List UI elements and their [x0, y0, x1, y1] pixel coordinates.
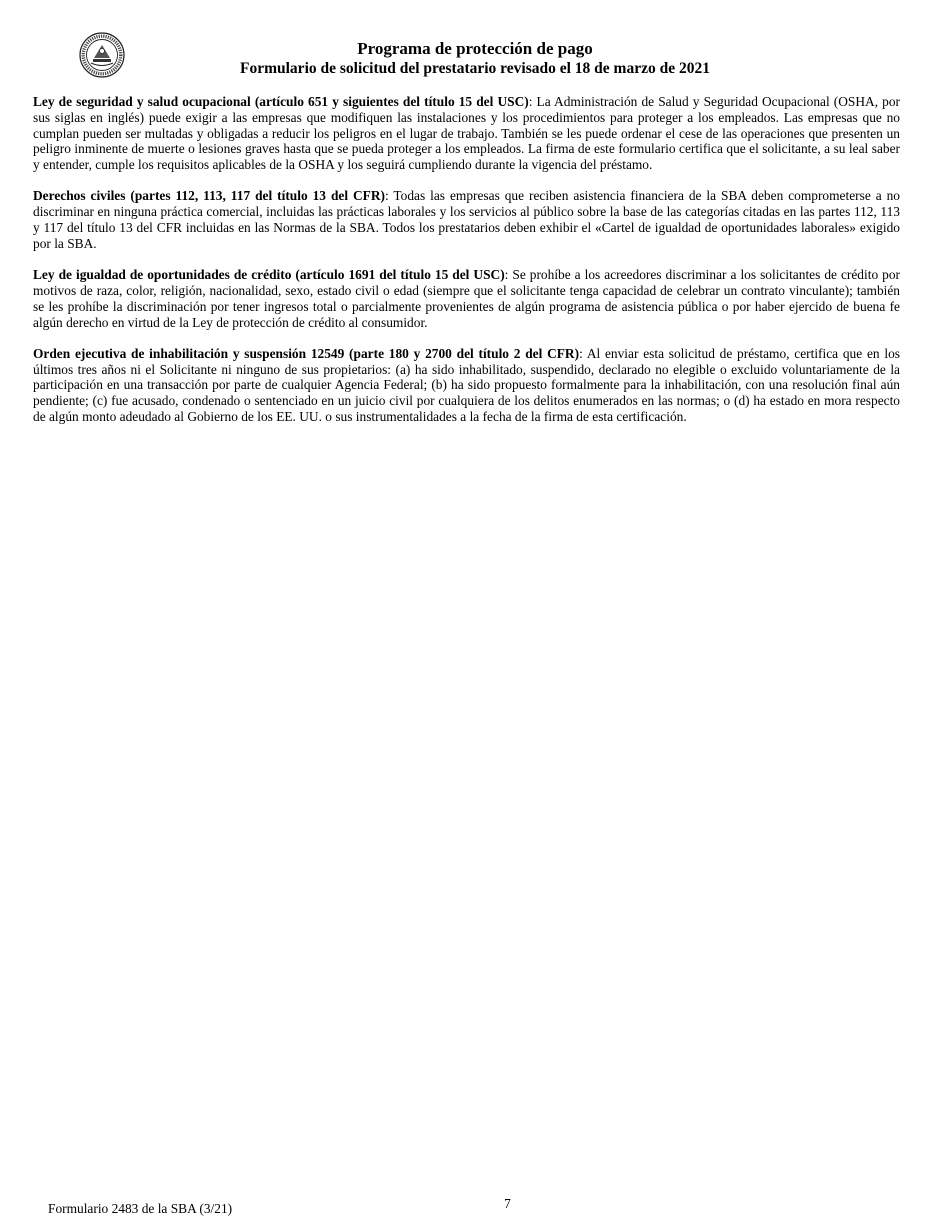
section-text: : Al enviar esta solicitud de préstamo, certifica que en los últimos tres años ni el Solicitante ni ninguno de sus propietarios: (a) ha sido inhabilitado, suspendido, declarado no elegible o excluido voluntariamente de la participación en una transacción por parte de cualquier Agencia Federal; (b) ha sido propuesto formalmente para la inhabilitación, con una resolución final aún pendiente; (c) fue acusado, condenado o sentenciado en un juicio civil por cualquiera de los delitos enumerados en las normas; o (d) ha estado en mora respecto de algún monto adeudado al Gobierno de los EE. UU. o sus instrumentalidades a la fecha de la firma de esta certificación. [33, 345, 900, 425]
section-text: : Se prohíbe a los acreedores discriminar a los solicitantes de crédito por motivos de raza, color, religión, nacionalidad, sexo, estado civil o edad (siempre que el solicitante tenga capacidad de celebrar un contrato vinculante); también se les prohíbe la discriminación por tener ingresos total o parcialmente provenientes de algún programa de asistencia pública o por haber ejercido de buena fe algún derecho en virtud de la Ley de protección de crédito al consumidor. [33, 267, 900, 330]
section-civil-rights [33, 188, 900, 251]
form-label: Formulario 2483 de la SBA (3/21) [48, 1201, 233, 1216]
page-subtitle: Formulario de solicitud del prestatario revisado el 18 de marzo de 2021 [240, 60, 710, 77]
section-equal-credit [33, 267, 900, 330]
page-title: Programa de protección de pago [357, 39, 593, 58]
document-body [33, 94, 900, 440]
section-heading: Derechos civiles (partes 112, 113, 117 del título 13 del CFR) [33, 188, 385, 204]
section-debarment [33, 346, 900, 425]
section-text: : Todas las empresas que reciben asistencia financiera de la SBA deben comprometerse a no discriminar en ninguna práctica comercial, incluidas las prácticas laborales y los servicios al público sobre la base de las categorías citadas en las partes 112, 113 y 117 del título 13 del CFR incluidas en las Normas de la SBA. Todos los prestatarios deben exhibir el «Cartel de igualdad de oportunidades laborales» exigido por la SBA. [33, 188, 900, 251]
section-osha [33, 94, 900, 173]
section-text: : La Administración de Salud y Seguridad Ocupacional (OSHA, por sus siglas en inglés) puede exigir a las empresas que modifiquen las instalaciones y los procedimientos para proteger a los empleados. Las empresas que no cumplan pueden ser multadas y obligadas a reducir los peligros en el lugar de trabajo. También se les puede ordenar el cese de las operaciones que presenten un peligro inminente de muerte o lesiones graves hasta que se pueda proteger a los empleados. La firma de este formulario certifica que el solicitante, a su leal saber y entender, cumple los requisitos aplicables de la OSHA y los seguirá cumpliendo durante la vigencia del préstamo. [33, 94, 901, 173]
section-heading: Ley de igualdad de oportunidades de crédito (artículo 1691 del título 15 del USC) [33, 267, 505, 283]
section-heading: Ley de seguridad y salud ocupacional (artículo 651 y siguientes del título 15 del USC) [33, 94, 529, 109]
page-number: 7 [504, 1196, 511, 1211]
section-heading: Orden ejecutiva de inhabilitación y suspensión 12549 (parte 180 y 2700 del título 2 del CFR) [33, 345, 580, 361]
